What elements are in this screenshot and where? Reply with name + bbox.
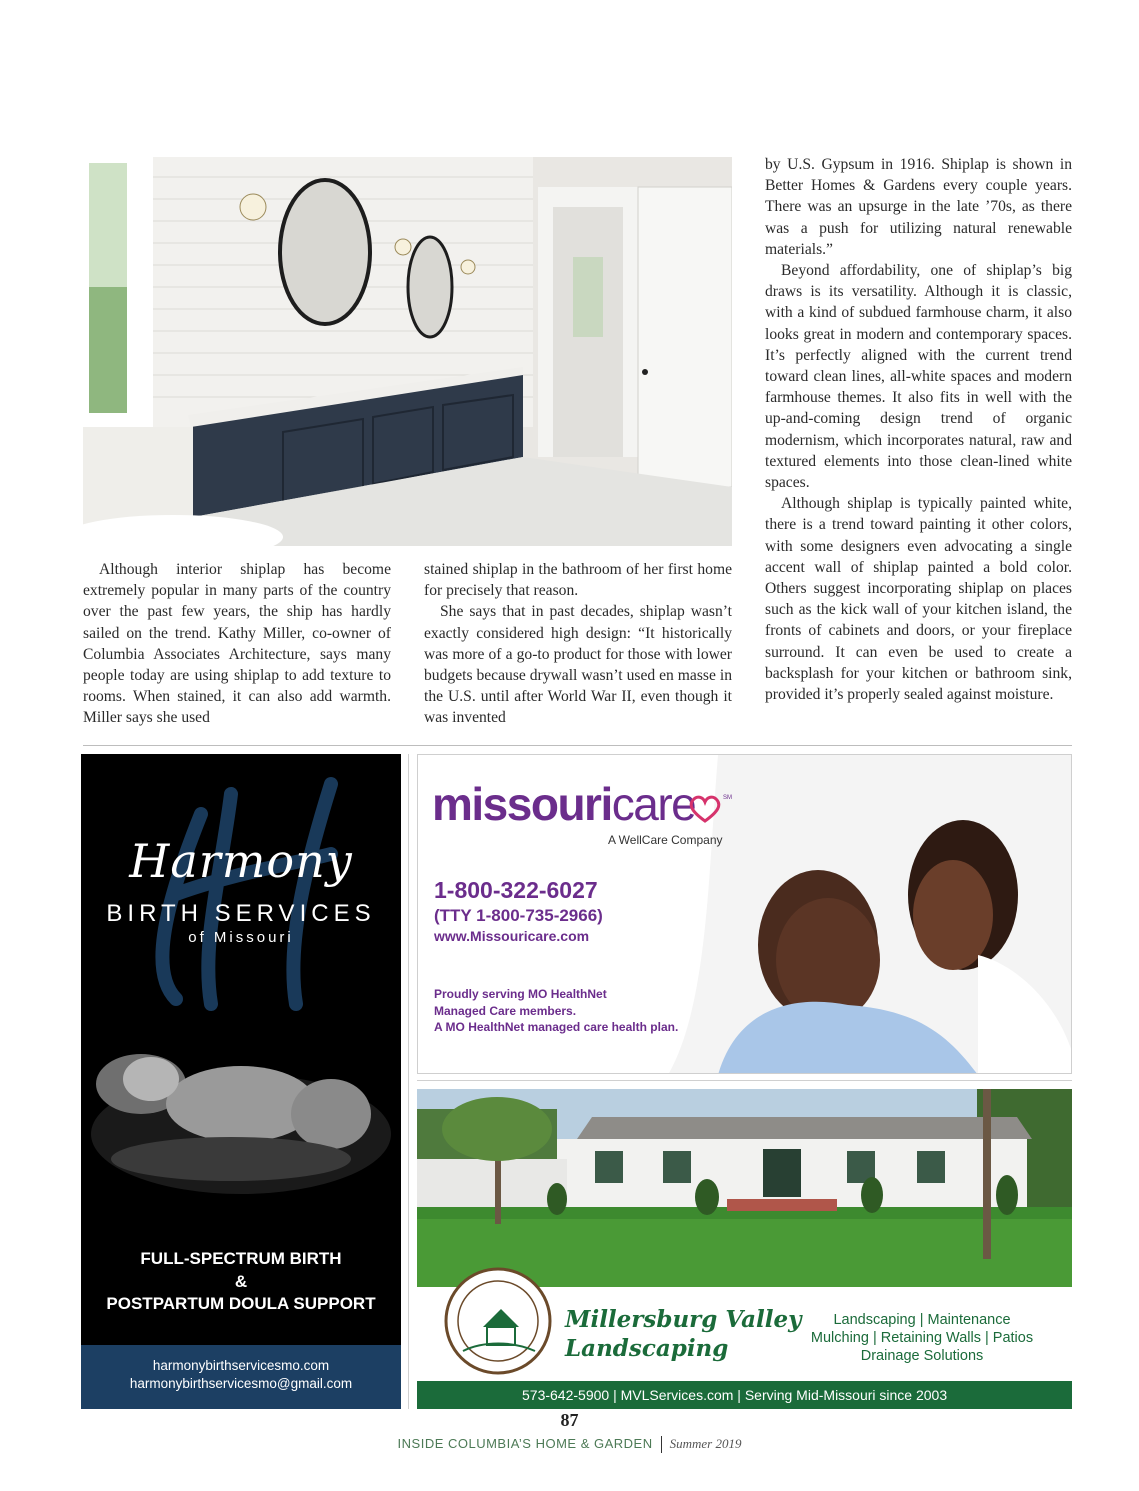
footer-separator <box>661 1436 662 1453</box>
article-paragraph: She says that in past decades, shiplap wasn’t exactly considered high design: “It historically was more of a go-to product for those with lower budgets because drywall wasn’t used en masse in the U.S. until after World War II, even though it was invented <box>424 603 732 727</box>
harmony-birth-services-ad[interactable] <box>81 754 401 1409</box>
page-number: 87 <box>560 1410 579 1430</box>
missouricare-ad[interactable] <box>417 754 1072 1074</box>
phone-number[interactable]: 1-800-322-6027 <box>434 877 598 903</box>
article-column-2 <box>424 559 732 729</box>
newborn-photo <box>81 1024 401 1224</box>
article-column-3 <box>765 154 1072 705</box>
bathroom-illustration <box>83 157 732 546</box>
services-list <box>777 1311 1067 1365</box>
bathroom-photo <box>83 157 732 546</box>
ad-row-divider <box>417 1080 1072 1081</box>
house-lawn-photo <box>417 1089 1072 1289</box>
heart-icon <box>688 795 722 823</box>
company-name-line: Millersburg Valley <box>565 1306 802 1333</box>
services-line: Drainage Solutions <box>860 1348 984 1364</box>
brand-light: care <box>611 778 696 830</box>
publication-name: INSIDE COLUMBIA’S HOME & GARDEN <box>397 1436 653 1451</box>
serving-line: A MO HealthNet managed care health plan. <box>434 1020 679 1034</box>
publication-footer <box>0 1436 1139 1453</box>
company-name <box>565 1305 802 1363</box>
tagline-line: & <box>234 1271 248 1291</box>
millersburg-valley-landscaping-ad[interactable] <box>417 1089 1072 1409</box>
article-paragraph: stained shiplap in the bathroom of her first home for precisely that reason. <box>424 561 732 600</box>
services-line: Landscaping | Maintenance <box>833 1312 1011 1328</box>
website-link[interactable]: www.Missouricare.com <box>434 928 590 944</box>
service-mark: SM <box>723 795 732 801</box>
section-divider <box>83 745 1072 746</box>
tagline-line: FULL-SPECTRUM BIRTH <box>140 1249 342 1268</box>
contact-bar[interactable]: 573-642-5900 | MVLServices.com | Serving Mid-Missouri since 2003 <box>417 1381 1072 1409</box>
tagline-line: POSTPARTUM DOULA SUPPORT <box>106 1294 376 1313</box>
tty-number[interactable]: (TTY 1-800-735-2966) <box>434 906 603 925</box>
parent-company: A WellCare Company <box>608 833 723 847</box>
brand-subtitle: BIRTH SERVICES <box>106 900 376 927</box>
ad-column-divider <box>408 754 409 1409</box>
article-paragraph: Although shiplap is typically painted white, there is a trend toward painting it other colors, with some designers even advocating a single accent wall of shiplap painted a bold color. Others suggest incorporating shiplap on places such as the kick wall of your kitchen island, the fronts of cabinets and doors, or your fireplace surround. It can even be used to create a backsplash for your kitchen or bathroom sink, provided it’s properly sealed against moisture. <box>765 495 1072 704</box>
brand-script-name: Harmony <box>129 834 353 888</box>
serving-note <box>434 986 678 1036</box>
monogram-h-logo <box>81 754 401 1024</box>
website-link[interactable]: harmonybirthservicesmo.com <box>152 1358 330 1373</box>
mvl-seal-logo <box>443 1265 553 1377</box>
article-paragraph: Although interior shiplap has become extremely popular in many parts of the country over the past few years, the ship has hardly sailed on the trend. Kathy Miller, co-owner of Columbia Associates Architecture, says many people today are using shiplap to add texture to rooms. When stained, it can also add warmth. Miller says she used <box>83 561 391 727</box>
brand-region: of Missouri <box>188 929 294 946</box>
email-link[interactable]: harmonybirthservicesmo@gmail.com <box>129 1376 353 1391</box>
missouricare-logo <box>432 777 695 831</box>
services-line: Mulching | Retaining Walls | Patios <box>810 1330 1034 1346</box>
serving-line: Proudly serving MO HealthNet <box>434 987 607 1001</box>
services-tagline <box>81 1248 401 1316</box>
article-column-1 <box>83 559 391 729</box>
article-paragraph: Beyond affordability, one of shiplap’s big draws is its versatility. Although it is classic, with a kind of subdued farmhouse charm, it also looks great in modern and contemporary spaces. It’s perfectly aligned with the current trend toward clean lines, all-white spaces and modern farmhouse themes. It also fits in well with the up-and-coming design trend of organic modernism, which incorporates natural, raw and textured elements into those clean-lined white spaces. <box>765 262 1072 492</box>
serving-line: Managed Care members. <box>434 1003 577 1018</box>
contact-footer <box>81 1345 401 1409</box>
issue-season: Summer 2019 <box>669 1436 742 1451</box>
company-name-line: Landscaping <box>565 1335 729 1362</box>
article-paragraph: by U.S. Gypsum in 1916. Shiplap is shown in Better Homes & Gardens every couple years. There was an upsurge in the late ’70s, as there was a push for utilizing natural renewable materials.” <box>765 156 1072 258</box>
brand-bold: missouri <box>432 778 612 830</box>
